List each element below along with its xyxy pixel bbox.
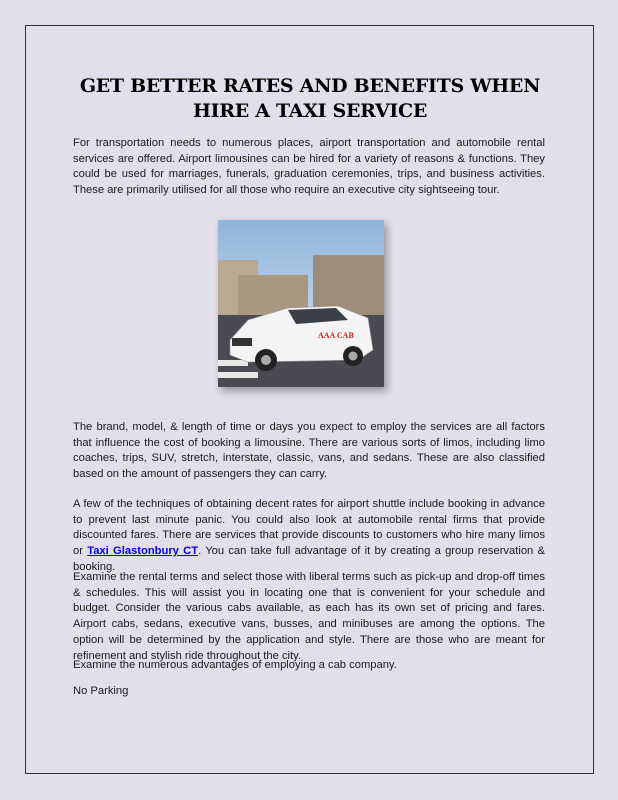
car-lettering: AAA CAB bbox=[318, 331, 354, 340]
paragraph-intro: For transportation needs to numerous places, airport transportation and automobile rental services are offered. Airport limousines can be hired for a variety of reasons & functions. They could be used for marriages, funerals, graduation ceremonies, trips, and business activities. These are primarily utilised for all those who require an executive city sightseeing tour. bbox=[73, 137, 545, 197]
paragraph-advantages: Examine the numerous advantages of employing a cab company. bbox=[73, 659, 397, 671]
paragraph-cost-factors: The brand, model, & length of time or days you expect to employ the services are all factors that influence the cost of booking a limousine. There are various sorts of limos, including limo coaches, trips, SUV, stretch, interstate, classic, vans, and sedans. These are also classified based on the amount of passengers they can carry. bbox=[73, 421, 545, 481]
page-title: GET BETTER RATES AND BENEFITS WHEN HIRE A TAXI SERVICE bbox=[79, 75, 541, 122]
paragraph-text: A few of the techniques of obtaining decent rates for airport shuttle include booking in advance to prevent last minute panic. You could also look at automobile rental firms that provide discounted fares. There are services that provide discounts to customers who hire many limos or bbox=[73, 498, 545, 558]
paragraph-text: . You can take full advantage of it by creating a group reservation & booking. bbox=[73, 545, 545, 573]
taxi-photo bbox=[218, 220, 384, 387]
paragraph-techniques bbox=[73, 497, 545, 576]
taxi-glastonbury-link[interactable]: Taxi Glastonbury CT bbox=[87, 545, 199, 558]
heading-no-parking: No Parking bbox=[73, 685, 129, 697]
paragraph-rental-terms: Examine the rental terms and select those with liberal terms such as pick-up and drop-off times & schedules. This will assist you in locating one that is convenient for your schedule and budget. Consider the various cabs available, as each has its own set of pricing and fares. Airport cabs, sedans, executive vans, busses, and minibuses are among the options. The option will be determined by the application and style. There are those who are meant for refinement and stylish ride throughout the city. bbox=[73, 571, 545, 662]
